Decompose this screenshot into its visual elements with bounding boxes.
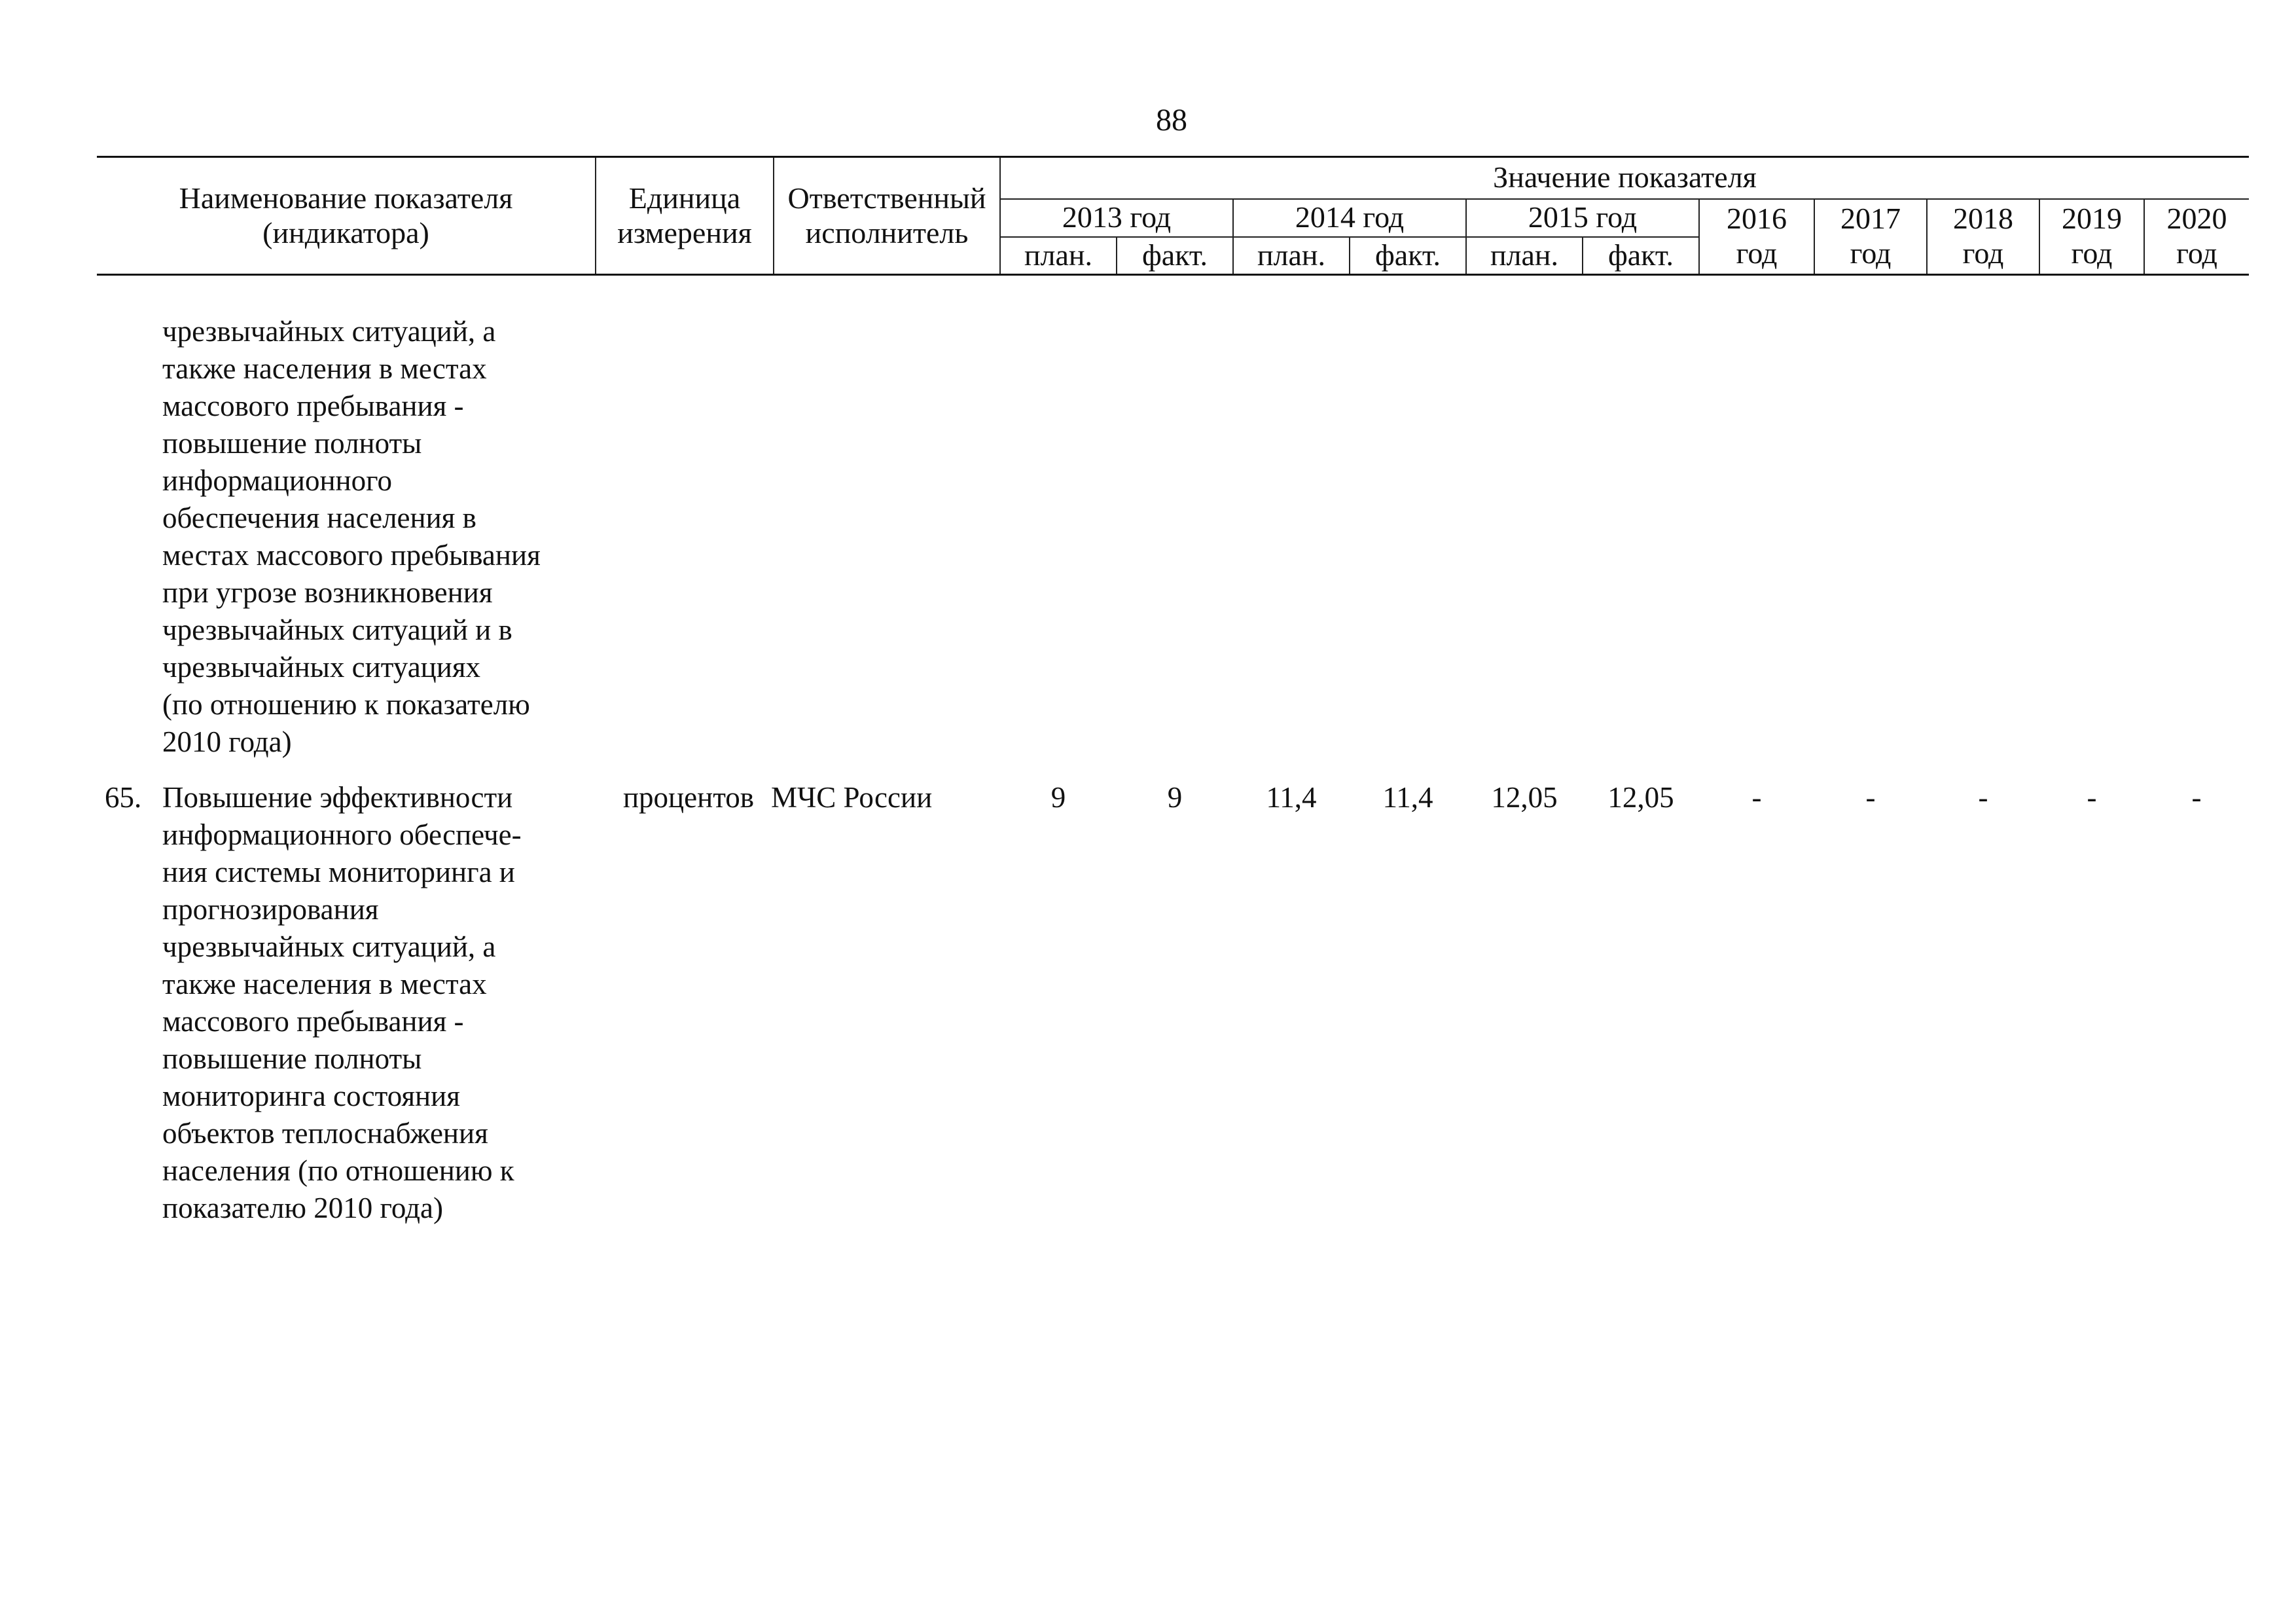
header-year-2013: 2013 год	[1000, 199, 1233, 237]
value-2017: -	[1865, 781, 1876, 814]
page-number: 88	[1156, 103, 1187, 137]
value-2018: -	[1978, 781, 1988, 814]
value-2014-plan: 11,4	[1266, 781, 1317, 814]
continued-indicator-text: чрезвычайных ситуаций, а также населения в местах массового пребывания - повышение полноты информационного обеспечения населения в местах массового пребывания при угрозе возникновения чрезвычайных ситуаций и в чрезвычайных ситуациях (по отношению к показателю 2010 года)	[162, 315, 541, 758]
header-year-2019: 2019 год	[2039, 199, 2144, 275]
header-fact-2013: факт.	[1117, 237, 1233, 275]
header-plan-2013: план.	[1000, 237, 1117, 275]
header-fact-2015: факт.	[1583, 237, 1699, 275]
header-indicator-name: Наименование показателя (индикатора)	[97, 157, 596, 275]
header-year-2018: 2018 год	[1927, 199, 2039, 275]
value-2013-fact: 9	[1167, 781, 1183, 814]
header-executor: Ответственный исполнитель	[774, 157, 1000, 275]
value-2016: -	[1751, 781, 1762, 814]
header-year-2015: 2015 год	[1466, 199, 1699, 237]
row-unit: процентов	[622, 781, 755, 814]
row-executor: МЧС России	[771, 781, 933, 814]
row-number: 65.	[105, 781, 142, 814]
value-2015-plan: 12,05	[1491, 781, 1558, 814]
header-year-2014: 2014 год	[1233, 199, 1466, 237]
header-year-2020: 2020 год	[2144, 199, 2249, 275]
header-value-group: Значение показателя	[1000, 157, 2249, 199]
header-year-2017: 2017 год	[1814, 199, 1927, 275]
value-2015-fact: 12,05	[1607, 781, 1674, 814]
value-2013-plan: 9	[1050, 781, 1066, 814]
row-indicator-name: Повышение эффективности информационного обеспече- ния системы мониторинга и прогнозирования чрезвычайных ситуаций, а также населения в местах массового пребывания - повышение полноты мониторинга состояния объектов теплоснабжения населения (по отношению к показателю 2010 года)	[162, 781, 522, 1224]
header-fact-2014: факт.	[1350, 237, 1466, 275]
value-2014-fact: 11,4	[1382, 781, 1433, 814]
value-2020: -	[2191, 781, 2202, 814]
header-unit: Единица измерения	[596, 157, 774, 275]
header-year-2016: 2016 год	[1699, 199, 1814, 275]
header-plan-2014: план.	[1233, 237, 1350, 275]
indicator-table-header	[97, 156, 2249, 276]
header-plan-2015: план.	[1466, 237, 1583, 275]
value-2019: -	[2087, 781, 2097, 814]
